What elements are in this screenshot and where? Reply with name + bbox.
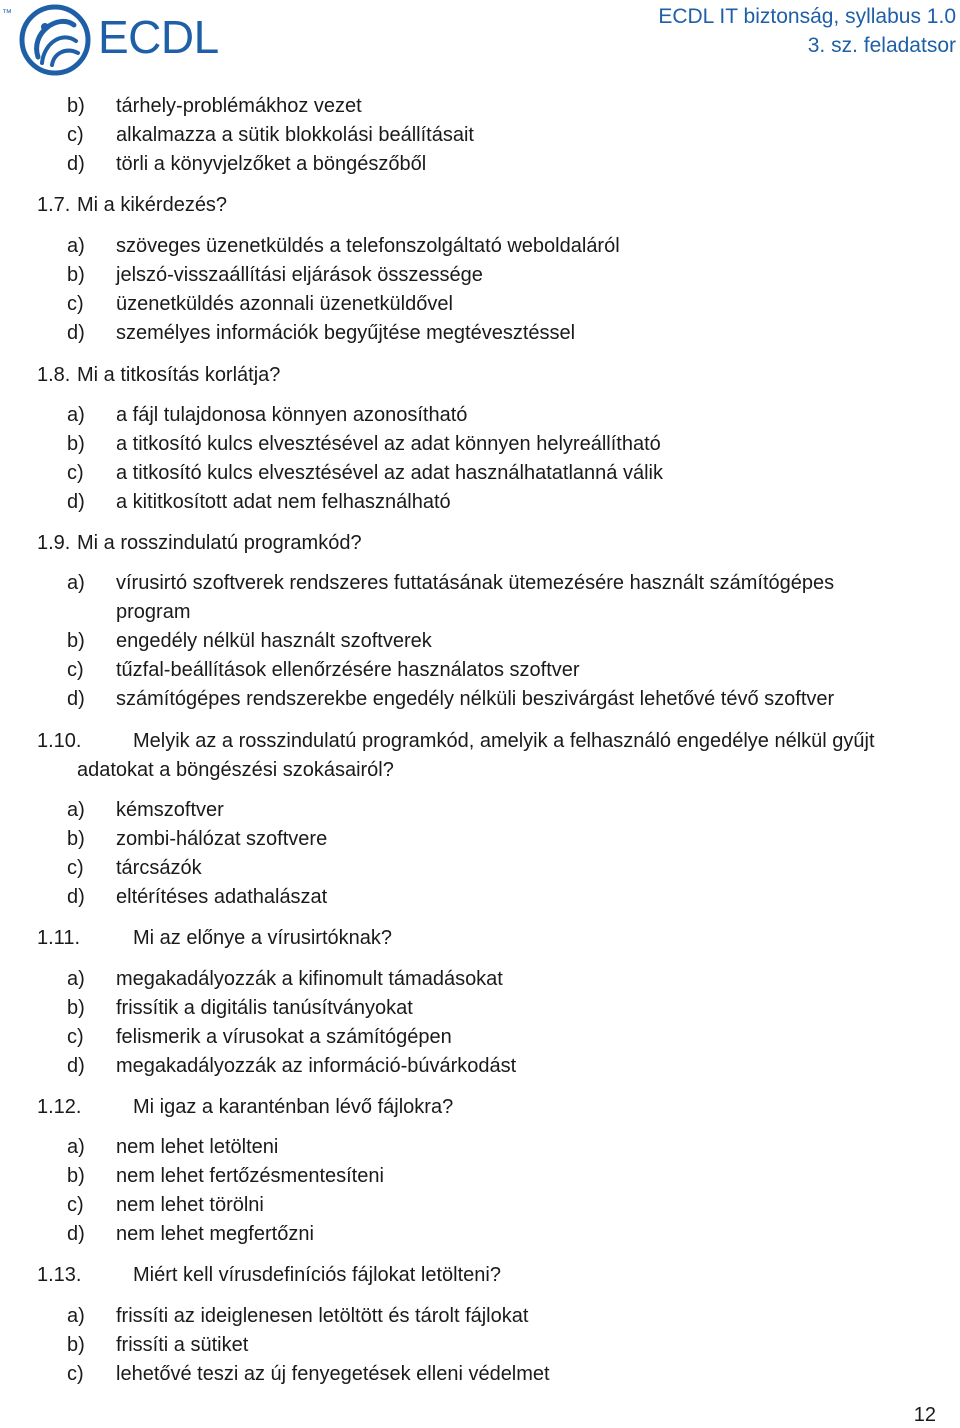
trademark-symbol: ™ <box>2 8 12 19</box>
option-text: kémszoftver <box>116 799 224 821</box>
option-text: engedély nélkül használt szoftverek <box>116 630 432 652</box>
option-text: alkalmazza a sütik blokkolási beállításait <box>116 124 474 146</box>
question-number: 1.7. <box>37 194 71 216</box>
question-number: 1.12. <box>37 1096 82 1118</box>
page-number: 12 <box>913 1404 936 1426</box>
option-text: személyes információk begyűjtése megtévesztéssel <box>116 322 576 344</box>
option-letter: a) <box>67 404 85 426</box>
option-letter: b) <box>67 828 85 850</box>
option-letter: a) <box>67 235 85 257</box>
option-letter: b) <box>67 264 85 286</box>
option-text: tárcsázók <box>116 857 202 879</box>
option-text: frissíti az ideiglenesen letöltött és tárolt fájlokat <box>116 1305 529 1327</box>
option-text: nem lehet fertőzésmentesíteni <box>116 1165 384 1187</box>
ecdl-wordmark: ECDL <box>98 11 219 63</box>
question-text: Melyik az a rosszindulatú programkód, amelyik a felhasználó engedélye nélkül gyűjt <box>133 730 875 752</box>
option-text: a titkosító kulcs elvesztésével az adat használhatatlanná válik <box>116 462 663 484</box>
option-letter: c) <box>67 857 84 879</box>
option-text: nem lehet megfertőzni <box>116 1223 314 1245</box>
option-text: törli a könyvjelzőket a böngészőből <box>116 153 427 175</box>
document-header <box>658 2 956 60</box>
option-letter: d) <box>67 491 85 513</box>
option-text: megakadályozzák az információ-búvárkodást <box>116 1055 517 1077</box>
option-letter: a) <box>67 799 85 821</box>
question-text: Miért kell vírusdefiníciós fájlokat letölteni? <box>133 1264 501 1286</box>
option-text: megakadályozzák a kifinomult támadásokat <box>116 968 503 990</box>
option-letter: d) <box>67 1223 85 1245</box>
option-text: felismerik a vírusokat a számítógépen <box>116 1026 452 1048</box>
option-letter: d) <box>67 1055 85 1077</box>
option-letter: a) <box>67 968 85 990</box>
question-text: Mi igaz a karanténban lévő fájlokra? <box>133 1096 454 1118</box>
option-letter: c) <box>67 659 84 681</box>
option-text: tárhely-problémákhoz vezet <box>116 95 362 117</box>
option-letter: c) <box>67 1194 84 1216</box>
question-number: 1.8. <box>37 364 71 386</box>
question-text: Mi a kikérdezés? <box>77 194 228 216</box>
option-letter: c) <box>67 124 84 146</box>
option-text: a titkosító kulcs elvesztésével az adat könnyen helyreállítható <box>116 433 661 455</box>
option-text: vírusirtó szoftverek rendszeres futtatásának ütemezésére használt számítógépes <box>116 572 835 594</box>
option-letter: c) <box>67 293 84 315</box>
option-letter: d) <box>67 688 85 710</box>
ecdl-logo <box>0 0 230 80</box>
option-letter: b) <box>67 433 85 455</box>
option-text: nem lehet törölni <box>116 1194 264 1216</box>
option-letter: b) <box>67 95 85 117</box>
question-text: Mi a rosszindulatú programkód? <box>77 532 362 554</box>
option-letter: d) <box>67 153 85 175</box>
option-text: frissíti a sütiket <box>116 1334 249 1356</box>
doc-subtitle: 3. sz. feladatsor <box>807 34 956 57</box>
option-text: üzenetküldés azonnali üzenetküldővel <box>116 293 453 315</box>
option-letter: b) <box>67 1165 85 1187</box>
option-text: nem lehet letölteni <box>116 1136 279 1158</box>
question-number: 1.9. <box>37 532 71 554</box>
option-text: eltérítéses adathalászat <box>116 886 328 908</box>
option-letter: b) <box>67 997 85 1019</box>
option-letter: c) <box>67 1026 84 1048</box>
option-text: jelszó-visszaállítási eljárások összessége <box>116 264 483 286</box>
option-letter: a) <box>67 572 85 594</box>
question-text: Mi az előnye a vírusirtóknak? <box>133 927 393 949</box>
option-text: lehetővé teszi az új fenyegetések elleni védelmet <box>116 1363 550 1385</box>
option-text: frissítik a digitális tanúsítványokat <box>116 997 413 1019</box>
option-text: a fájl tulajdonosa könnyen azonosítható <box>116 404 468 426</box>
option-text-continued: program <box>116 601 191 623</box>
question-number: 1.13. <box>37 1264 82 1286</box>
question-number: 1.11. <box>37 927 80 949</box>
question-text-continued: adatokat a böngészési szokásairól? <box>77 759 394 781</box>
option-text: zombi-hálózat szoftvere <box>116 828 328 850</box>
ecdl-globe-icon <box>18 3 92 77</box>
option-letter: a) <box>67 1305 85 1327</box>
option-letter: d) <box>67 886 85 908</box>
option-letter: d) <box>67 322 85 344</box>
option-letter: c) <box>67 462 84 484</box>
option-text: tűzfal-beállítások ellenőrzésére használatos szoftver <box>116 659 580 681</box>
option-text: számítógépes rendszerekbe engedély nélküli beszivárgást lehetővé tévő szoftver <box>116 688 835 710</box>
option-text: szöveges üzenetküldés a telefonszolgáltató weboldaláról <box>116 235 620 257</box>
option-text: a kititkosított adat nem felhasználható <box>116 491 451 513</box>
question-number: 1.10. <box>37 730 82 752</box>
option-letter: b) <box>67 630 85 652</box>
doc-title: ECDL IT biztonság, syllabus 1.0 <box>658 5 956 28</box>
option-letter: c) <box>67 1363 84 1385</box>
question-text: Mi a titkosítás korlátja? <box>77 364 281 386</box>
option-letter: a) <box>67 1136 85 1158</box>
option-letter: b) <box>67 1334 85 1356</box>
